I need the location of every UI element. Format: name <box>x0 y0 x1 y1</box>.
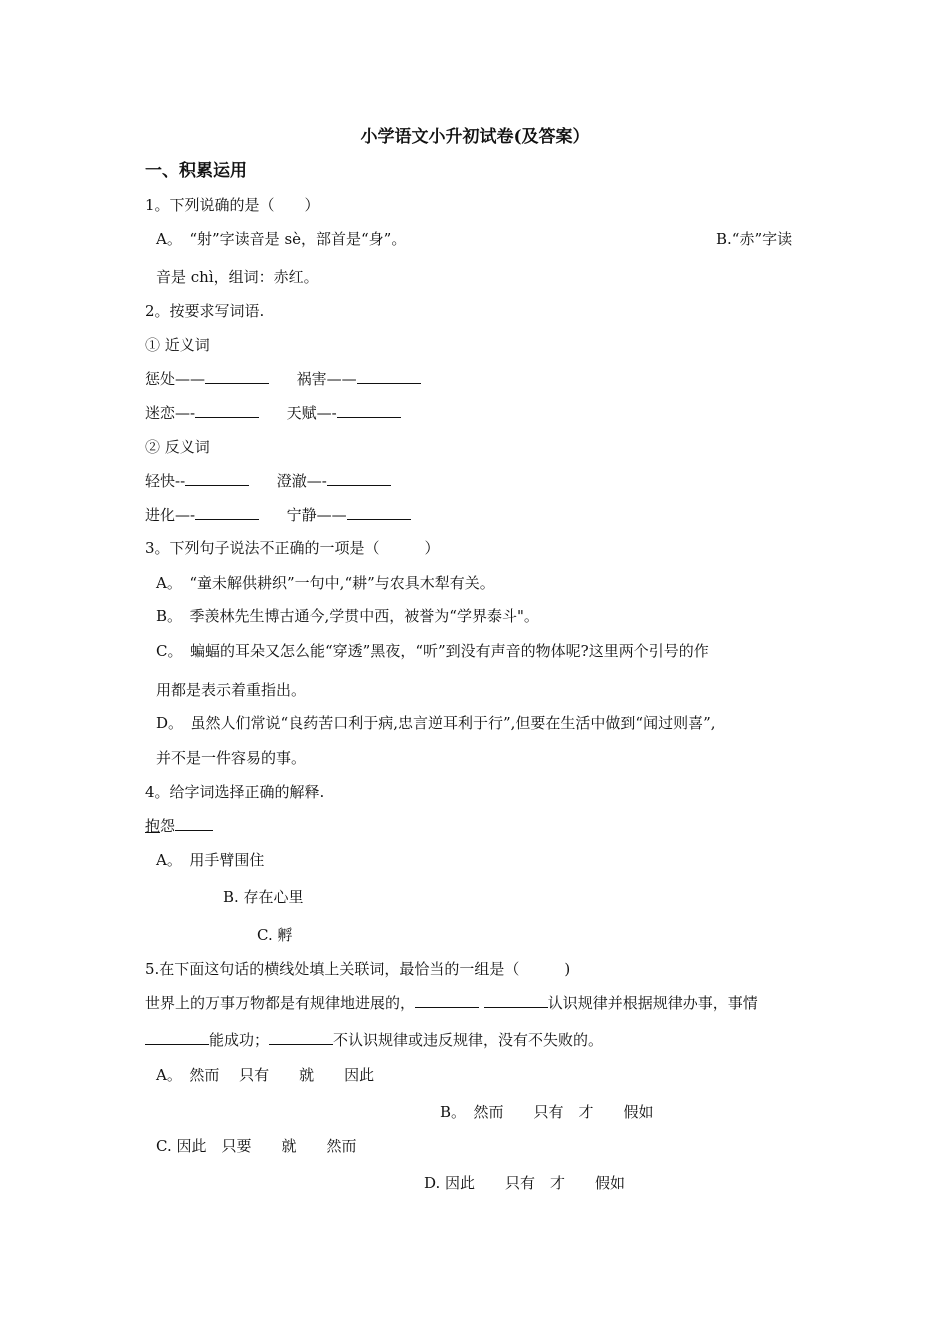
word-label: 天赋—- <box>286 404 337 422</box>
question-5-option-b: B。 然而 只有 才 假如 <box>440 1103 654 1121</box>
page-title: 小学语文小升初试卷(及答案） <box>360 127 590 147</box>
sentence-text: 能成功； <box>209 1031 270 1049</box>
answer-blank[interactable] <box>195 403 259 418</box>
answer-blank[interactable] <box>484 993 548 1008</box>
question-4-stem: 4。给字词选择正确的解释. <box>145 783 325 801</box>
question-4-option-b: B. 存在心里 <box>223 888 304 906</box>
question-5-stem: 5.在下面这句话的横线处填上关联词，最恰当的一组是（ ) <box>145 960 571 978</box>
question-1-option-b: B.“赤”字读 <box>716 230 793 248</box>
antonym-row-2 <box>145 505 411 525</box>
answer-blank[interactable] <box>269 1030 333 1045</box>
word-label: 宁静—— <box>286 506 347 524</box>
sentence-text: 世界上的万事万物都是有规律地进展的， <box>145 994 416 1012</box>
answer-blank[interactable] <box>327 471 391 486</box>
answer-blank[interactable] <box>195 505 259 520</box>
question-3-option-b: B。 季羡林先生博古通今,学贯中西，被誉为“学界泰斗"。 <box>156 607 539 625</box>
question-1-option-b-cont: 音是 chì，组词：赤红。 <box>156 268 319 286</box>
question-3-stem: 3。下列句子说法不正确的一项是（ ） <box>145 539 440 557</box>
synonym-heading: ① 近义词 <box>145 336 210 354</box>
underlined-char: 抱 <box>145 817 161 835</box>
synonym-row-1 <box>145 369 421 389</box>
answer-blank[interactable] <box>145 1030 209 1045</box>
answer-blank[interactable] <box>175 816 213 831</box>
question-2-stem: 2。按要求写词语. <box>145 302 265 320</box>
question-5-option-d: D. 因此 只有 才 假如 <box>424 1174 626 1192</box>
answer-blank[interactable] <box>205 369 269 384</box>
question-1-stem: 1。下列说确的是（ ） <box>145 196 320 214</box>
question-3-option-a: A。 “童未解供耕织”一句中,“耕”与农具木犁有关。 <box>156 574 495 592</box>
question-5-option-a: A。 然而 只有 就 因此 <box>156 1066 375 1084</box>
answer-blank[interactable] <box>337 403 401 418</box>
question-3-option-d: D。 虽然人们常说“良药苦口利于病,忠言逆耳利于行”,但要在生活中做到“闻过则喜”, <box>156 714 716 732</box>
synonym-row-2 <box>145 403 401 423</box>
sentence-text: 不认识规律或违反规律，没有不失败的。 <box>333 1031 604 1049</box>
word-rest: 怨 <box>160 817 176 835</box>
question-5-sentence-1 <box>145 993 758 1013</box>
answer-blank[interactable] <box>357 369 421 384</box>
question-4-option-a: A。 用手臂围住 <box>156 851 265 869</box>
section-heading: 一、积累运用 <box>145 161 247 181</box>
antonym-heading: ② 反义词 <box>145 438 210 456</box>
question-1-option-a: A。 “射”字读音是 sè，部首是“身”。 <box>156 230 407 248</box>
answer-blank[interactable] <box>347 505 411 520</box>
question-5-sentence-2 <box>145 1030 603 1050</box>
question-4-option-c: C. 孵 <box>257 926 293 944</box>
antonym-row-1 <box>145 471 391 491</box>
answer-blank[interactable] <box>415 993 479 1008</box>
question-3-option-c-cont: 用都是表示着重指出。 <box>156 681 307 699</box>
word-label: 迷恋—- <box>145 404 196 422</box>
word-label: 澄澈—- <box>276 472 327 490</box>
question-5-option-c: C. 因此 只要 就 然而 <box>156 1137 357 1155</box>
question-3-option-d-cont: 并不是一件容易的事。 <box>156 749 307 767</box>
word-label: 进化—- <box>145 506 196 524</box>
question-4-word <box>145 816 213 836</box>
answer-blank[interactable] <box>185 471 249 486</box>
question-3-option-c: C。 蝙蝠的耳朵又怎么能“穿透”黑夜，“听”到没有声音的物体呢?这里两个引号的作 <box>156 642 709 660</box>
word-label: 惩处—— <box>145 370 206 388</box>
word-label: 祸害—— <box>296 370 357 388</box>
sentence-text: 认识规律并根据规律办事，事情 <box>547 994 758 1012</box>
word-label: 轻快-- <box>145 472 186 490</box>
